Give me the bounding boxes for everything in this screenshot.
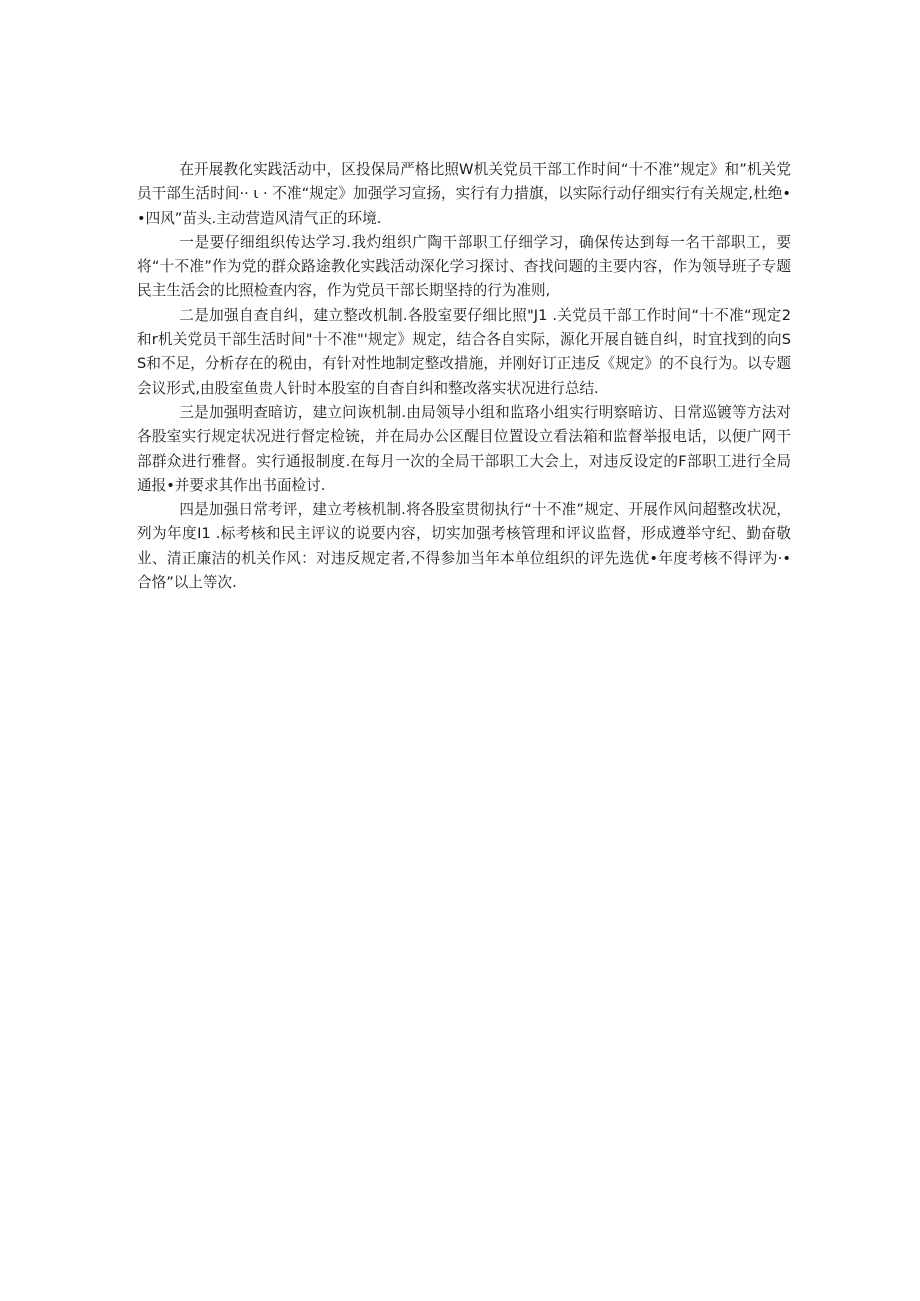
paragraph-point-one: 一是要仔细组织传达学习.我灼组织广陶干部职工仔细学习，确保传达到每一名干部职工，要将“十不准”作为党的群众路途教化实践活动深化学习探讨、杳找问题的主要内容，作为领导班子专题民主生活会的比照检查内容，作为党员干部长期坚持的行为准则, bbox=[137, 233, 791, 300]
paragraph-point-two: 二是加强自查自纠，建立整改机制.各股室要仔细比照"J1 .关党员干部工作时间“十不准“现定2和r机关党员干部生活时间"十不准"'规定》规定，结合各自实际，源化开展自链自纠，时宜找到的向SS和不足，分析存在的税由，有针对性地制定整改措施，并刚好订正违反《规定》的不良行为。以专题会议形式,由股室鱼贵人针时本股室的自杳自纠和整改落实状况进行总结. bbox=[137, 306, 791, 397]
paragraph-point-four: 四是加强日常考评，建立考核机制.将各股室贯彻执行“十不准”规定、开展作风问超整改状况，列为年度I1 .标考核和民主评议的说要内容，切实加强考核管理和评议监督，形成遵举守纪、勤奋敬业、清正廉洁的机关作风：对违反规定者,不得参加当年本单位组织的评先选优•年度考核不得评为·•合恪”以上等次. bbox=[137, 501, 791, 592]
document-body bbox=[137, 158, 791, 595]
paragraph-intro: 在开展教化实践活动中，区投保局严格比照W机关党员干部工作时间“十不准”规定》和”机关党员干部生活时间·· ι · 不准“规定》加强学习宣扬，实行有力措旗，以实际行动仔细实行有关规定,杜绝••四风”苗头.主动营造风清气正的环境. bbox=[137, 161, 791, 227]
paragraph-point-three: 三是加强明查暗访，建立问诙机制.由局领导小组和监珞小组实行明察暗访、日常巡镀等方法对各股室实行规定状况进行督定检铳，并在局办公区醒目位置设立看法箱和监督举报电话，以便广网干部群众进行雅督。实行通报制度.在每月一次的全局干部职工大会上，对违反设定的F部职工进行全局通报•并要求其作出书面检讨. bbox=[137, 403, 791, 494]
